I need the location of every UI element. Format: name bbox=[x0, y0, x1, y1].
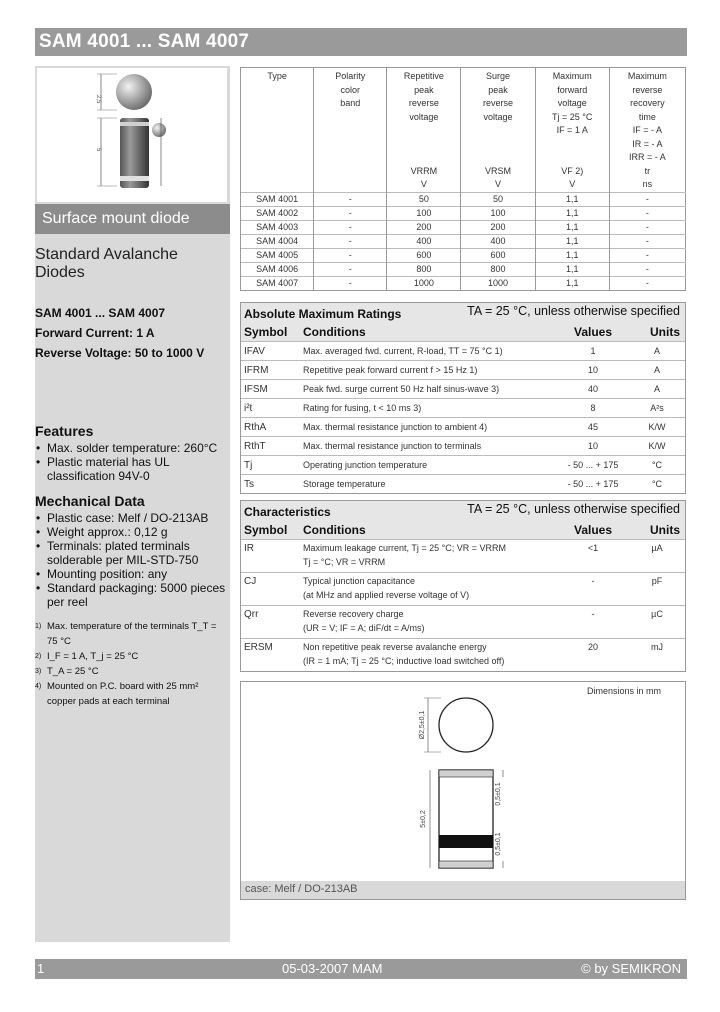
dim-cap-top: 0,5±0,1 bbox=[495, 782, 502, 806]
summary bbox=[35, 303, 230, 363]
dimensions-drawing bbox=[240, 681, 686, 900]
mechanical-section bbox=[35, 493, 230, 609]
type-table bbox=[240, 67, 686, 291]
page-number: 1 bbox=[37, 961, 45, 976]
footnote: 3) T_A = 25 °C bbox=[35, 666, 99, 677]
type-table-row: SAM 4007 - 1000 1000 1,1 - bbox=[241, 277, 686, 291]
type-table-row: SAM 4006 - 800 800 1,1 - bbox=[241, 263, 686, 277]
footnote: 2) I_F = 1 A, T_j = 25 °C bbox=[35, 651, 139, 662]
char-row: IR Maximum leakage current, Tj = 25 °C; VR = VRRM Tj = °C; VR = VRRM <1 µA bbox=[241, 539, 685, 572]
type-col-header: Maximum forward voltage Tj = 25 °C IF = 1 A VF 2) V bbox=[535, 68, 609, 193]
heading-line-2: Diodes bbox=[35, 264, 85, 281]
char-row: CJ Typical junction capacitance (at MHz and applied reverse voltage of V) - pF bbox=[241, 572, 685, 605]
abs-max-table bbox=[240, 302, 686, 494]
mechanical-item: • Terminals: plated terminals solderable per MIL-STD-750 bbox=[35, 539, 205, 567]
product-heading bbox=[35, 246, 230, 282]
type-table-row: SAM 4005 - 600 600 1,1 - bbox=[241, 249, 686, 263]
abs-max-condition: TA = 25 °C, unless otherwise specified bbox=[467, 304, 680, 318]
char-condition: TA = 25 °C, unless otherwise specified bbox=[467, 502, 680, 516]
heading-line-1: Standard Avalanche bbox=[35, 246, 178, 263]
dimensions-caption: case: Melf / DO-213AB bbox=[241, 881, 685, 899]
mechanical-item: • Plastic case: Melf / DO-213AB bbox=[35, 511, 230, 525]
type-col-header: Maximum reverse recovery time IF = - A IR = - A IRR = - A tr ns bbox=[609, 68, 685, 193]
char-title: Characteristics bbox=[244, 505, 331, 519]
type-table-row: SAM 4003 - 200 200 1,1 - bbox=[241, 221, 686, 235]
product-photo bbox=[37, 68, 227, 202]
abs-max-row: IFAV Max. averaged fwd. current, R-load, TT = 75 °C 1) 1 A bbox=[241, 341, 685, 360]
summary-range: SAM 4001 ... SAM 4007 bbox=[35, 306, 166, 320]
abs-max-title: Absolute Maximum Ratings bbox=[244, 307, 402, 321]
photo-dim-a: 2,5 bbox=[95, 95, 101, 104]
abs-max-row: Tj Operating junction temperature - 50 ... + 175 °C bbox=[241, 455, 685, 474]
summary-current: Forward Current: 1 A bbox=[35, 326, 155, 340]
page-footer bbox=[35, 959, 687, 979]
footer-date: 05-03-2007 MAM bbox=[282, 961, 383, 976]
footnote: 4) Mounted on P.C. board with 25 mm² copper pads at each terminal bbox=[35, 681, 199, 707]
feature-item: • Plastic material has UL classification 94V-0 bbox=[35, 455, 185, 483]
features-section bbox=[35, 423, 230, 483]
abs-max-row: IFRM Repetitive peak forward current f > 15 Hz 1) 10 A bbox=[241, 360, 685, 379]
abs-max-col-head: Symbol Conditions Values Units bbox=[241, 323, 685, 341]
char-col-head: Symbol Conditions Values Units bbox=[241, 521, 685, 539]
dim-length: 5±0,2 bbox=[420, 810, 427, 828]
photo-caption-text: Surface mount diode bbox=[42, 210, 190, 227]
mechanical-item: • Standard packaging: 5000 pieces per reel bbox=[35, 581, 230, 609]
mechanical-heading: Mechanical Data bbox=[35, 493, 145, 509]
diode-photo-drawing bbox=[37, 68, 227, 202]
title-bar bbox=[35, 28, 687, 56]
char-row: Qrr Reverse recovery charge (UR = V; IF = A; diF/dt = A/ms) - µC bbox=[241, 605, 685, 638]
dimensions-label: Dimensions in mm bbox=[586, 686, 661, 696]
abs-max-row: i²t Rating for fusing, t < 10 ms 3) 8 A²s bbox=[241, 398, 685, 417]
type-table-row: SAM 4002 - 100 100 1,1 - bbox=[241, 207, 686, 221]
footnote: 1) Max. temperature of the terminals T_T = 75 °C bbox=[35, 621, 217, 647]
type-table-header bbox=[241, 68, 686, 193]
type-table-row: SAM 4004 - 400 400 1,1 - bbox=[241, 235, 686, 249]
page-title: SAM 4001 ... SAM 4007 bbox=[39, 31, 250, 52]
type-col-header: Type bbox=[241, 68, 314, 193]
abs-max-row: RthA Max. thermal resistance junction to ambient 4) 45 K/W bbox=[241, 417, 685, 436]
footer-copyright: © by SEMIKRON bbox=[581, 961, 681, 976]
feature-item: • Max. solder temperature: 260°C bbox=[35, 441, 230, 455]
abs-max-row: RthT Max. thermal resistance junction to terminals 10 K/W bbox=[241, 436, 685, 455]
dim-cap-bottom: 0,5±0,1 bbox=[495, 832, 502, 856]
type-col-header: Polarity color band bbox=[314, 68, 387, 193]
type-col-header: Surge peak reverse voltage VRSM V bbox=[461, 68, 535, 193]
features-heading: Features bbox=[35, 423, 94, 439]
mechanical-item: • Weight approx.: 0,12 g bbox=[35, 525, 230, 539]
type-table-row: SAM 4001 - 50 50 1,1 - bbox=[241, 193, 686, 207]
mechanical-item: • Mounting position: any bbox=[35, 567, 230, 581]
summary-voltage: Reverse Voltage: 50 to 1000 V bbox=[35, 346, 205, 360]
package-outline bbox=[241, 682, 685, 882]
footnotes bbox=[35, 619, 225, 709]
abs-max-row: Ts Storage temperature - 50 ... + 175 °C bbox=[241, 474, 685, 493]
characteristics-table bbox=[240, 500, 686, 672]
type-col-header: Repetitive peak reverse voltage VRRM V bbox=[387, 68, 461, 193]
char-row: ERSM Non repetitive peak reverse avalanche energy (IR = 1 mA; Tj = 25 °C; inductive load switched off) 20 mJ bbox=[241, 638, 685, 671]
abs-max-row: IFSM Peak fwd. surge current 50 Hz half sinus-wave 3) 40 A bbox=[241, 379, 685, 398]
dim-diameter: Ø2,5±0,1 bbox=[419, 710, 426, 740]
photo-caption bbox=[35, 204, 230, 234]
photo-dim-b: 5 bbox=[95, 148, 101, 152]
